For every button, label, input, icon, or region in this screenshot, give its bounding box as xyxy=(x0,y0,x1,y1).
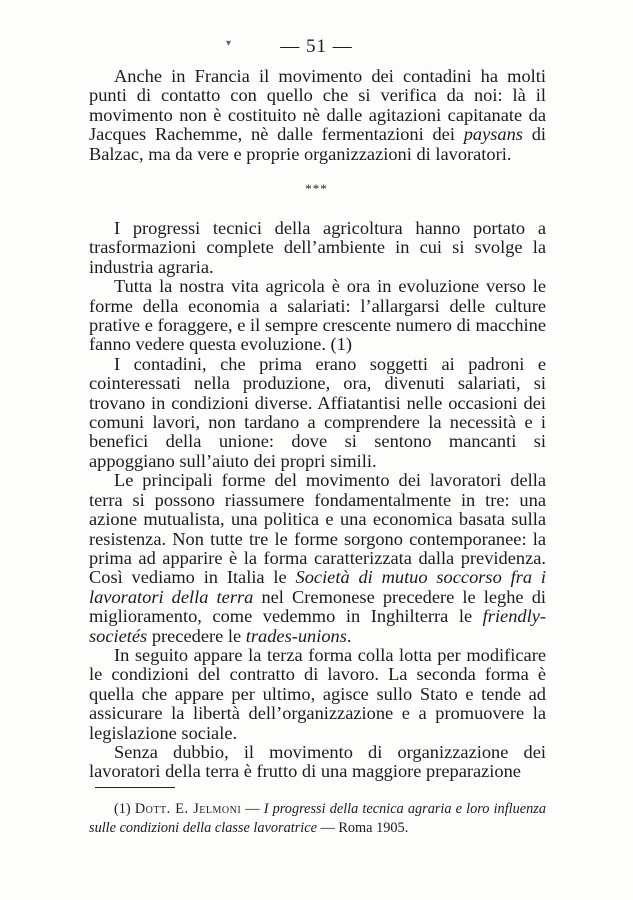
paragraph-forms: Le principali forme del movimento dei lavoratori della terra si possono riassumere fondamentalmente in tre: una azione mutualista, una politica e una economica basata sulla resistenza. Non tutte tre le forme sorgono contemporanee: la prima ad apparire è la forma caratterizzata dalla previdenza. Così vediamo in Italia le Società di mutuo soccorso fra i lavoratori della terra nel Cremonese precedere le leghe di miglioramento, come vedemmo in Inghilterra le friendly-societés precedere le trades-unions. xyxy=(89,470,546,646)
italic-term: Società di mutuo soccorso fra i lavoratori della terra xyxy=(89,567,546,607)
section-separator: *** xyxy=(305,181,328,196)
italic-term: trades-unions xyxy=(245,625,347,646)
main-text xyxy=(89,219,546,782)
footnote-divider xyxy=(95,787,175,788)
italic-term: paysans xyxy=(463,124,523,145)
footnote-author: Dott. E. Jelmoni xyxy=(134,801,242,817)
paragraph-text: Anche in Francia il movimento dei contadini ha molti punti di contatto con quello che si verifica da noi: là il movimento non è costituito nè dalle agitazioni capitanate da Jacques Rachemme, nè dalle fermentazioni dei paysans di Balzac, ma da vere e proprie organizzazioni di lavoratori. xyxy=(89,66,547,164)
print-mark: ▾ xyxy=(226,38,232,49)
footnote-title: I progressi della tecnica agraria e loro influenza sulle condizioni della classe lavoratrice xyxy=(89,801,546,836)
footnote-place-year: Roma 1905. xyxy=(338,820,409,836)
paragraph-conclusion: Senza dubbio, il movimento di organizzazione dei lavoratori della terra è frutto di una maggiore preparazione xyxy=(89,741,546,782)
paragraph-progress: I progressi tecnici della agricoltura hanno portato a trasformazioni complete dell’ambiente in cui si svolge la industria agraria. xyxy=(89,218,546,277)
paragraph-agricultural-life: Tutta la nostra vita agricola è ora in evoluzione verso le forme della economia a salariati: l’allargarsi delle culture prative e foraggere, e il sempre crescente numero di macchine fanno vedere questa evoluzione. (1) xyxy=(89,276,546,355)
paragraph-peasants: I contadini, che prima erano soggetti ai padroni e cointeressati nella produzione, ora, divenuti salariati, si trovano in condizioni diverse. Affiatantisi nelle occasioni dei comuni lavori, non tardano a comprendere la necessità e i benefici della unione: dove si sentono mancanti si appoggiano sull’aiuto dei propri simili. xyxy=(89,353,546,471)
footnote: (1) Dott. E. Jelmoni — I progressi della tecnica agraria e loro influenza sulle condizioni della classe lavoratrice — Roma 1905. xyxy=(89,801,546,836)
page-number: — 51 — xyxy=(280,36,353,57)
paragraph-third-form: In seguito appare la terza forma colla lotta per modificare le condizioni del contratto di lavoro. La seconda forma è quella che appare per ultimo, agisce sullo Stato e tende ad assicurare la libertà dell’organizzazione e a promuovere la legislazione sociale. xyxy=(89,644,546,743)
italic-term: friendly-societés xyxy=(89,606,546,646)
paragraph-france xyxy=(89,67,546,164)
